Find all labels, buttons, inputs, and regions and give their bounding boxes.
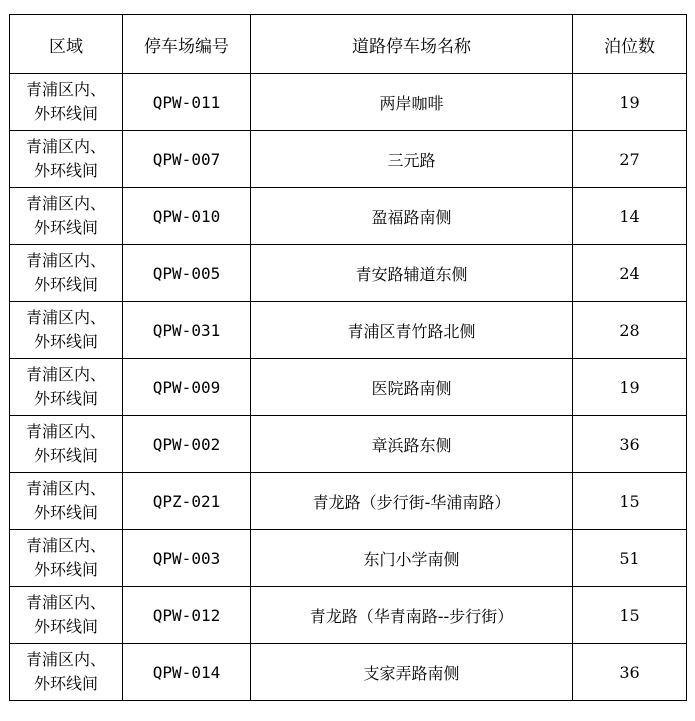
parking-code-cell: QPW-031 (123, 302, 251, 359)
region-cell (10, 302, 123, 359)
parking-code-cell: QPW-007 (123, 131, 251, 188)
table-row (10, 245, 687, 302)
parking-code-cell: QPW-009 (123, 359, 251, 416)
region-line: 青浦区内、 (25, 137, 106, 156)
region-cell (10, 473, 123, 530)
parking-code-cell: QPW-012 (123, 587, 251, 644)
region-line: 青浦区内、 (25, 650, 106, 669)
region-line: 青浦区内、 (25, 536, 106, 555)
table-row (10, 644, 687, 701)
parking-name-cell: 青浦区青竹路北侧 (251, 302, 573, 359)
region-line: 青浦区内、 (25, 593, 106, 612)
region-cell (10, 416, 123, 473)
parking-table (9, 14, 687, 701)
parking-name-cell: 两岸咖啡 (251, 74, 573, 131)
table-row (10, 74, 687, 131)
region-cell (10, 245, 123, 302)
region-line: 外环线间 (33, 674, 98, 693)
table-row (10, 416, 687, 473)
parking-name-cell: 青安路辅道东侧 (251, 245, 573, 302)
parking-code-cell: QPW-011 (123, 74, 251, 131)
table-row (10, 530, 687, 587)
region-line: 外环线间 (33, 503, 98, 522)
region-cell (10, 359, 123, 416)
region-line: 青浦区内、 (25, 251, 106, 270)
berth-count-cell: 27 (573, 131, 687, 188)
berth-count-cell: 36 (573, 644, 687, 701)
berth-count-cell: 28 (573, 302, 687, 359)
table-row (10, 473, 687, 530)
region-line: 青浦区内、 (25, 479, 106, 498)
region-line: 青浦区内、 (25, 80, 106, 99)
parking-name-cell: 青龙路（华青南路--步行街） (251, 587, 573, 644)
header-name: 道路停车场名称 (251, 15, 573, 74)
berth-count-cell: 36 (573, 416, 687, 473)
table-row (10, 131, 687, 188)
parking-name-cell: 盈福路南侧 (251, 188, 573, 245)
header-row (10, 15, 687, 74)
parking-name-cell: 东门小学南侧 (251, 530, 573, 587)
header-code: 停车场编号 (123, 15, 251, 74)
region-line: 外环线间 (33, 446, 98, 465)
header-region: 区域 (10, 15, 123, 74)
parking-code-cell: QPW-010 (123, 188, 251, 245)
parking-code-cell: QPZ-021 (123, 473, 251, 530)
berth-count-cell: 24 (573, 245, 687, 302)
region-line: 外环线间 (33, 161, 98, 180)
table-row (10, 587, 687, 644)
table-row (10, 302, 687, 359)
region-line: 外环线间 (33, 332, 98, 351)
region-cell (10, 530, 123, 587)
berth-count-cell: 15 (573, 587, 687, 644)
region-line: 外环线间 (33, 617, 98, 636)
parking-name-cell: 医院路南侧 (251, 359, 573, 416)
region-cell (10, 188, 123, 245)
parking-code-cell: QPW-003 (123, 530, 251, 587)
berth-count-cell: 19 (573, 74, 687, 131)
region-line: 青浦区内、 (25, 308, 106, 327)
table-body (10, 74, 687, 701)
region-line: 外环线间 (33, 104, 98, 123)
parking-name-cell: 章浜路东侧 (251, 416, 573, 473)
region-cell (10, 644, 123, 701)
region-line: 青浦区内、 (25, 422, 106, 441)
table-row (10, 359, 687, 416)
region-line: 外环线间 (33, 218, 98, 237)
berth-count-cell: 51 (573, 530, 687, 587)
parking-name-cell: 支家弄路南侧 (251, 644, 573, 701)
region-line: 外环线间 (33, 389, 98, 408)
parking-code-cell: QPW-014 (123, 644, 251, 701)
region-line: 外环线间 (33, 275, 98, 294)
region-cell (10, 74, 123, 131)
parking-code-cell: QPW-005 (123, 245, 251, 302)
berth-count-cell: 14 (573, 188, 687, 245)
region-cell (10, 587, 123, 644)
berth-count-cell: 19 (573, 359, 687, 416)
header-count: 泊位数 (573, 15, 687, 74)
parking-code-cell: QPW-002 (123, 416, 251, 473)
parking-name-cell: 三元路 (251, 131, 573, 188)
region-cell (10, 131, 123, 188)
table-row (10, 188, 687, 245)
region-line: 青浦区内、 (25, 194, 106, 213)
table-header (10, 15, 687, 74)
parking-name-cell: 青龙路（步行街-华浦南路） (251, 473, 573, 530)
region-line: 青浦区内、 (25, 365, 106, 384)
region-line: 外环线间 (33, 560, 98, 579)
berth-count-cell: 15 (573, 473, 687, 530)
